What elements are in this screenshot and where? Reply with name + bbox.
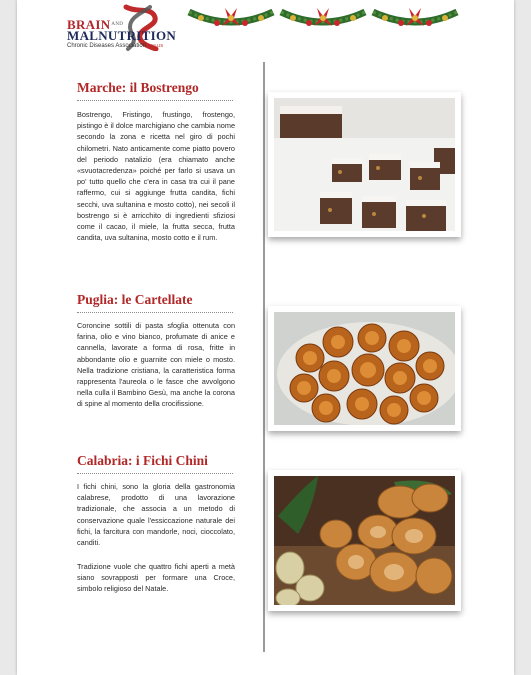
christmas-garland-icon bbox=[187, 4, 461, 34]
section-text-calabria: I fichi chini, sono la gloria della gastronomia calabrese, prodotto di una lavorazione tradizionale, che associa a un metodo di conservazione quale l'essiccazione naturale dei fichi, la farcitura con mandorle, noci, cioccolato, canditi. bbox=[77, 482, 235, 548]
section-text-marche: Bostrengo, Fristingo, frustingo, frostengo, pistingo è il dolce marchigiano che cambia nome secondo la zona e ricetta nel giro di pochi chilometri. Nato anticamente come piatto povero del periodo natalizio (era chiamato anche «svuotacredenza» poiché per farlo si usava un po' tutto quello che c'era in casa tra cui il pane raffermo, cui si aggiunge frutta candita, fichi secchi, uva sultanina e mosto cotto), nei secoli il bostrengo si è arricchito di ingredienti sfiziosi come il cacao, il miele, la frutta secca, frutta candita, uva sultanina, mosto cotto e il rum. bbox=[77, 110, 235, 243]
column-divider bbox=[263, 62, 265, 652]
section-title-calabria: Calabria: i Fichi Chini bbox=[77, 453, 208, 468]
photo-fichi-chini bbox=[268, 470, 461, 611]
logo-line-3: Chronic Diseases Association ONLUS bbox=[67, 43, 164, 49]
cartellate-photo-icon bbox=[274, 312, 455, 425]
section-title-marche: Marche: il Bostrengo bbox=[77, 80, 199, 95]
right-gutter bbox=[520, 0, 531, 675]
title-underline bbox=[77, 312, 233, 313]
title-underline bbox=[77, 100, 233, 101]
title-underline bbox=[77, 473, 233, 474]
photo-bostrengo bbox=[268, 92, 461, 237]
left-gutter bbox=[0, 0, 11, 675]
logo-line-1: $BRAIN^{AND}$ bbox=[67, 17, 124, 32]
section-text-calabria-2: Tradizione vuole che quattro fichi aperti a metà siano sovrapposti per formare una Croce, simbolo religioso del Natale. bbox=[77, 562, 235, 594]
photo-cartellate bbox=[268, 306, 461, 431]
fichi-chini-photo-icon bbox=[274, 476, 455, 605]
section-title-puglia: Puglia: le Cartellate bbox=[77, 292, 193, 307]
bostrengo-photo-icon bbox=[274, 98, 455, 231]
logo-line-2: MALNUTRITION bbox=[67, 28, 177, 43]
brand-logo bbox=[48, 3, 183, 55]
section-text-puglia: Coroncine sottili di pasta sfoglia ottenuta con farina, olio e vino bianco, profumate di anice e cannella, lavorate a forma di rosa, fritte in abbondante olio e guarnite con miele o mosto. Nella tradizione cristiana, la caratteristica forma rappresenta l'aureola o le fasce che avvolgono nella culla il Bambino Gesù, ma anche la corona di spine al momento della crocifissione. bbox=[77, 321, 235, 409]
